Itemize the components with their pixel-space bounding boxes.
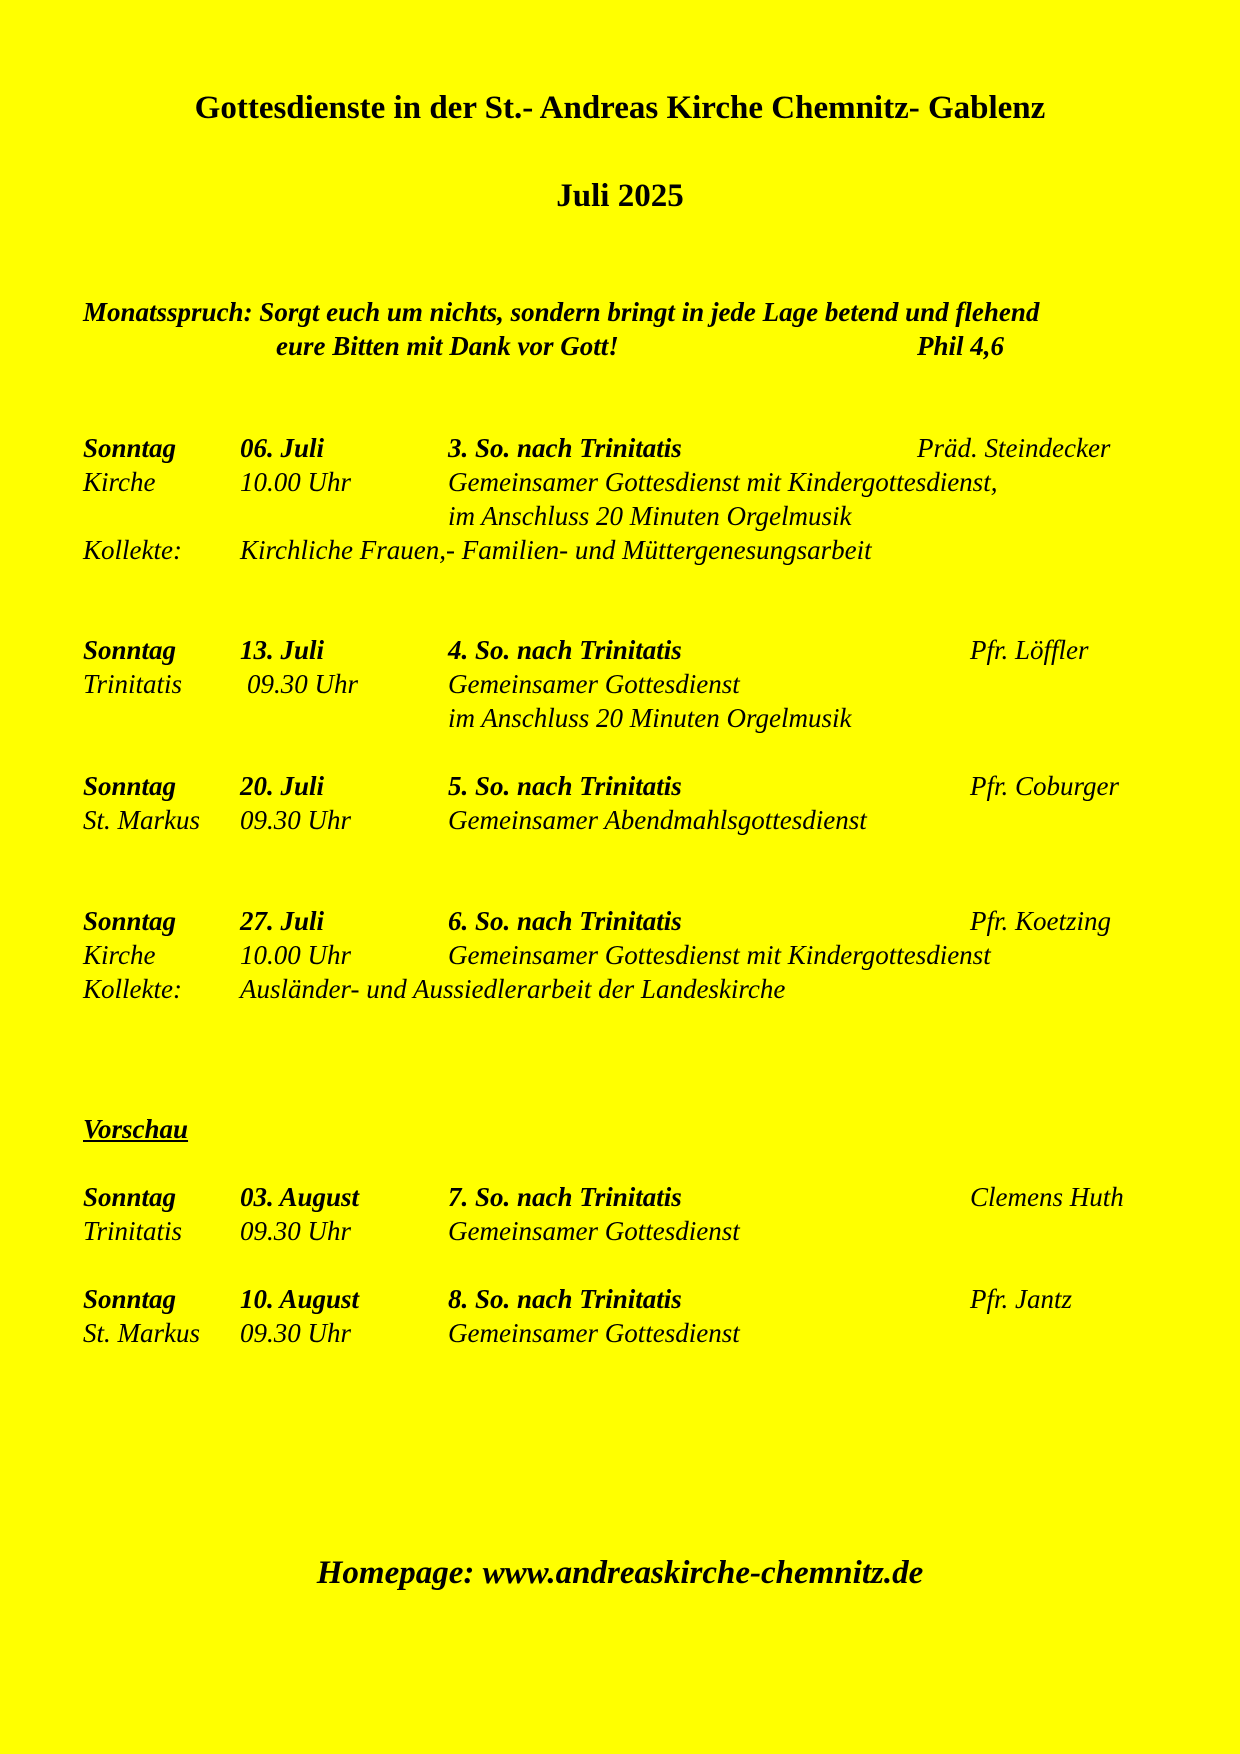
- service-detail-row: [0, 467, 1240, 500]
- service-detail-row: [0, 501, 1240, 534]
- service-time: 10.00 Uhr: [240, 467, 352, 497]
- service-location: Kirche: [83, 467, 156, 497]
- service-location: St. Markus: [83, 805, 200, 835]
- service-pastor: Präd. Steindecker: [917, 433, 1111, 463]
- service-date: 27. Juli: [240, 906, 325, 936]
- service-detail-row: [0, 940, 1240, 973]
- service-pastor: Pfr. Löffler: [970, 635, 1089, 665]
- collection-purpose: Kirchliche Frauen,- Familien- und Müttergenesungsarbeit: [240, 535, 872, 565]
- service-pastor: Pfr. Koetzing: [970, 906, 1112, 936]
- service-detail-row: [0, 669, 1240, 702]
- service-occasion: 5. So. nach Trinitatis: [448, 771, 682, 801]
- service-detail-row: [0, 703, 1240, 736]
- preview-detail-row: [0, 1318, 1240, 1351]
- service-occasion: 4. So. nach Trinitatis: [448, 635, 682, 665]
- service-header-row: [0, 771, 1240, 804]
- service-time: 09.30 Uhr: [240, 1318, 352, 1348]
- service-day: Sonntag: [83, 1284, 177, 1314]
- service-day: Sonntag: [83, 433, 177, 463]
- service-pastor: Clemens Huth: [970, 1182, 1124, 1212]
- service-date: 13. Juli: [240, 635, 325, 665]
- service-description-2: im Anschluss 20 Minuten Orgelmusik: [448, 703, 852, 733]
- preview-heading: Vorschau: [83, 1114, 189, 1144]
- service-time: 10.00 Uhr: [240, 940, 352, 970]
- homepage-link[interactable]: Homepage: www.andreaskirche-chemnitz.de: [316, 1555, 924, 1591]
- service-header-row: [0, 635, 1240, 668]
- service-description: Gemeinsamer Gottesdienst: [448, 1318, 740, 1348]
- service-date: 03. August: [240, 1182, 360, 1212]
- service-date: 06. Juli: [240, 433, 325, 463]
- service-description: Gemeinsamer Gottesdienst mit Kindergottesdienst,: [448, 467, 998, 497]
- service-occasion: 8. So. nach Trinitatis: [448, 1284, 682, 1314]
- service-date: 20. Juli: [240, 771, 325, 801]
- service-description-2: im Anschluss 20 Minuten Orgelmusik: [448, 501, 852, 531]
- service-time: 09.30 Uhr: [247, 669, 359, 699]
- service-header-row: [0, 433, 1240, 466]
- service-location: Kirche: [83, 940, 156, 970]
- preview-detail-row: [0, 1216, 1240, 1249]
- month-heading: Juli 2025: [556, 178, 684, 214]
- preview-header-row: [0, 1284, 1240, 1317]
- service-pastor: Pfr. Jantz: [970, 1284, 1073, 1314]
- page-title: Gottesdienste in der St.- Andreas Kirche Chemnitz- Gablenz: [194, 90, 1046, 126]
- motto-line-2: eure Bitten mit Dank vor Gott!: [276, 331, 619, 361]
- service-header-row: [0, 906, 1240, 939]
- service-location: Trinitatis: [83, 669, 183, 699]
- service-occasion: 6. So. nach Trinitatis: [448, 906, 682, 936]
- service-day: Sonntag: [83, 771, 177, 801]
- service-collection-row: [0, 535, 1240, 568]
- service-detail-row: [0, 805, 1240, 838]
- service-occasion: 3. So. nach Trinitatis: [448, 433, 682, 463]
- service-time: 09.30 Uhr: [240, 805, 352, 835]
- service-day: Sonntag: [83, 635, 177, 665]
- service-time: 09.30 Uhr: [240, 1216, 352, 1246]
- service-date: 10. August: [240, 1284, 360, 1314]
- service-location: St. Markus: [83, 1318, 200, 1348]
- service-description: Gemeinsamer Gottesdienst mit Kindergottesdienst: [448, 940, 991, 970]
- service-day: Sonntag: [83, 1182, 177, 1212]
- service-description: Gemeinsamer Gottesdienst: [448, 669, 740, 699]
- service-day: Sonntag: [83, 906, 177, 936]
- service-description: Gemeinsamer Abendmahlsgottesdienst: [448, 805, 867, 835]
- collection-purpose: Ausländer- und Aussiedlerarbeit der Landeskirche: [240, 974, 786, 1004]
- collection-label: Kollekte:: [83, 974, 182, 1004]
- service-description: Gemeinsamer Gottesdienst: [448, 1216, 740, 1246]
- service-occasion: 7. So. nach Trinitatis: [448, 1182, 682, 1212]
- preview-header-row: [0, 1182, 1240, 1215]
- motto-reference: Phil 4,6: [917, 331, 1005, 361]
- service-pastor: Pfr. Coburger: [970, 771, 1120, 801]
- collection-label: Kollekte:: [83, 535, 182, 565]
- service-collection-row: [0, 974, 1240, 1007]
- motto-line-1: Monatsspruch: Sorgt euch um nichts, sondern bringt in jede Lage betend und flehend: [83, 297, 1040, 327]
- service-location: Trinitatis: [83, 1216, 183, 1246]
